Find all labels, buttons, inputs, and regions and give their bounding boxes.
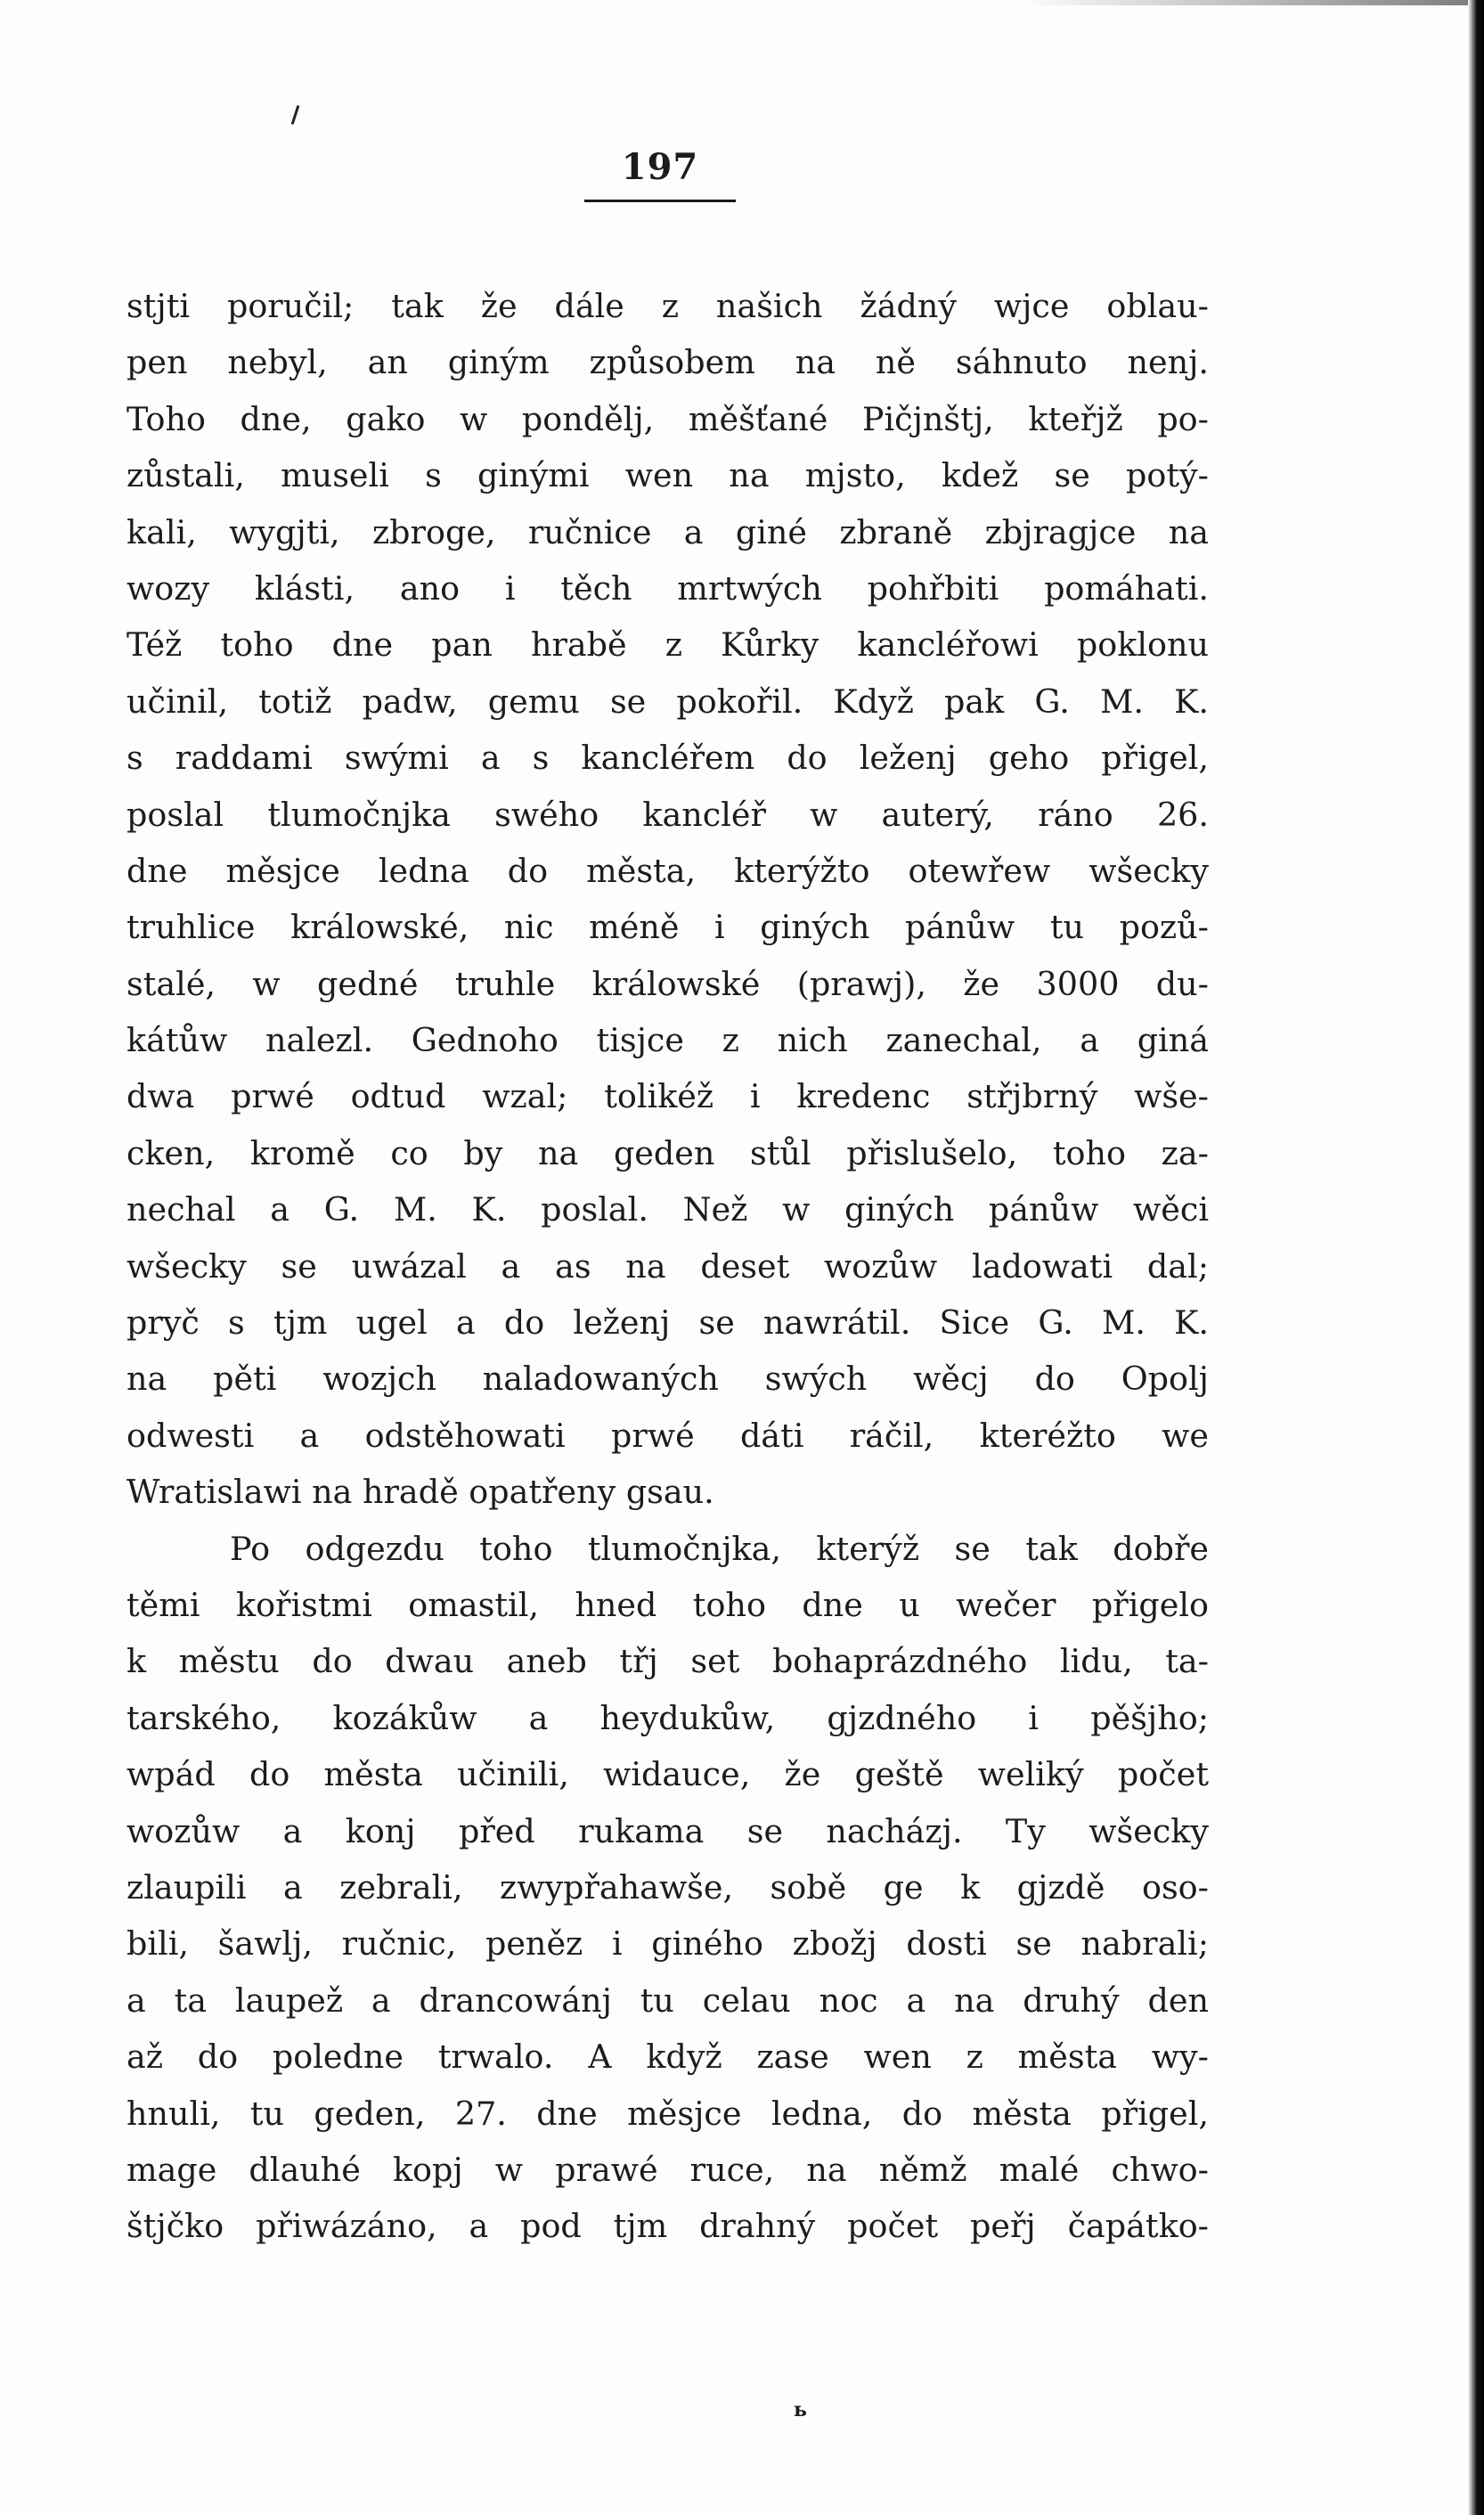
scan-edge-shadow [1468, 0, 1484, 2515]
page-header [584, 141, 736, 202]
text-line: truhlice králowské, nic méně i giných pánůw tu pozů- [126, 908, 1209, 947]
text-line: bili, šawlj, ručnic, peněz i giného zbožj dosti se nabrali; [126, 1924, 1209, 1964]
text-line: kali, wygjti, zbroge, ručnice a giné zbraně zbjragjce na [126, 512, 1209, 551]
text-line: odwesti a odstěhowati prwé dáti ráčil, kteréžto we [126, 1416, 1209, 1455]
text-line: s raddami swými a s kancléřem do leženj geho přigel, [126, 739, 1209, 778]
text-line: cken, kromě co by na geden stůl přislušelo, toho za- [126, 1133, 1209, 1172]
text-line: a ta laupež a drancowánj tu celau noc a na druhý den [126, 1980, 1209, 2020]
signature-mark: ь [794, 2398, 807, 2421]
paragraph-start-line: Po odgezdu toho tlumočnjka, kterýž se tak dobře [230, 1529, 1209, 1568]
text-line: mage dlauhé kopj w prawé ruce, na němž malé chwo- [126, 2150, 1209, 2189]
page-number: 197 [621, 146, 699, 188]
text-line: hnuli, tu geden, 27. dne měsjce ledna, do města přigel, [126, 2094, 1209, 2133]
text-line: dne měsjce ledna do města, kterýžto otewřew wšecky [126, 851, 1209, 890]
text-line: pryč s tjm ugel a do leženj se nawrátil. Sice G. M. K. [126, 1303, 1209, 1343]
text-line: až do poledne trwalo. A když zase wen z města wy- [126, 2037, 1209, 2077]
text-line: stalé, w gedné truhle králowské (prawj), že 3000 du- [126, 964, 1209, 1003]
text-line: Též toho dne pan hrabě z Kůrky kancléřowi poklonu [126, 625, 1209, 665]
text-line: wšecky se uwázal a as na deset wozůw ladowati dal; [126, 1246, 1209, 1286]
text-line: zlaupili a zebrali, zwypřahawše, sobě ge k gjzdě oso- [126, 1867, 1209, 1907]
stray-ink-mark [291, 105, 300, 125]
text-line: učinil, totiž padw, gemu se pokořil. Když pak G. M. K. [126, 682, 1209, 721]
text-line: Toho dne, gako w pondělj, měšťané Pičjnštj, kteřjž po- [126, 399, 1209, 438]
text-line: těmi kořistmi omastil, hned toho dne u wečer přigelo [126, 1585, 1209, 1624]
text-line: štjčko přiwázáno, a pod tjm drahný počet peřj čapátko- [126, 2207, 1209, 2246]
text-line: stjti poručil; tak že dále z našich žádný wjce oblau- [126, 287, 1209, 325]
text-line: Wratislawi na hradě opatřeny gsau. [126, 1473, 714, 1512]
text-line: wpád do města učinili, widauce, že geště weliký počet [126, 1755, 1209, 1794]
body-text [126, 278, 1209, 2255]
header-rule [584, 200, 736, 202]
scan-top-shadow [1023, 0, 1468, 5]
text-line: tarského, kozákůw a heydukůw, gjzdného i pěšjho; [126, 1698, 1209, 1737]
text-line: nechal a G. M. K. poslal. Než w giných pánůw wěci [126, 1190, 1209, 1229]
text-line: k městu do dwau aneb třj set bohaprázdného lidu, ta- [126, 1642, 1209, 1681]
text-line: dwa prwé odtud wzal; tolikéž i kredenc střjbrný wše- [126, 1077, 1209, 1116]
text-line: wozůw a konj před rukama se nacházj. Ty wšecky [126, 1811, 1209, 1850]
text-line: kátůw nalezl. Gednoho tisjce z nich zanechal, a giná [126, 1021, 1209, 1060]
text-line: wozy klásti, ano i těch mrtwých pohřbiti pomáhati. [126, 568, 1209, 608]
text-line: pen nebyl, an giným způsobem na ně sáhnuto nenj. [126, 343, 1209, 382]
text-line: na pěti wozjch naladowaných swých wěcj do Opolj [126, 1360, 1209, 1399]
text-line: zůstali, museli s ginými wen na mjsto, kdež se potý- [126, 456, 1209, 495]
text-line: poslal tlumočnjka swého kancléř w auterý, ráno 26. [126, 795, 1209, 834]
